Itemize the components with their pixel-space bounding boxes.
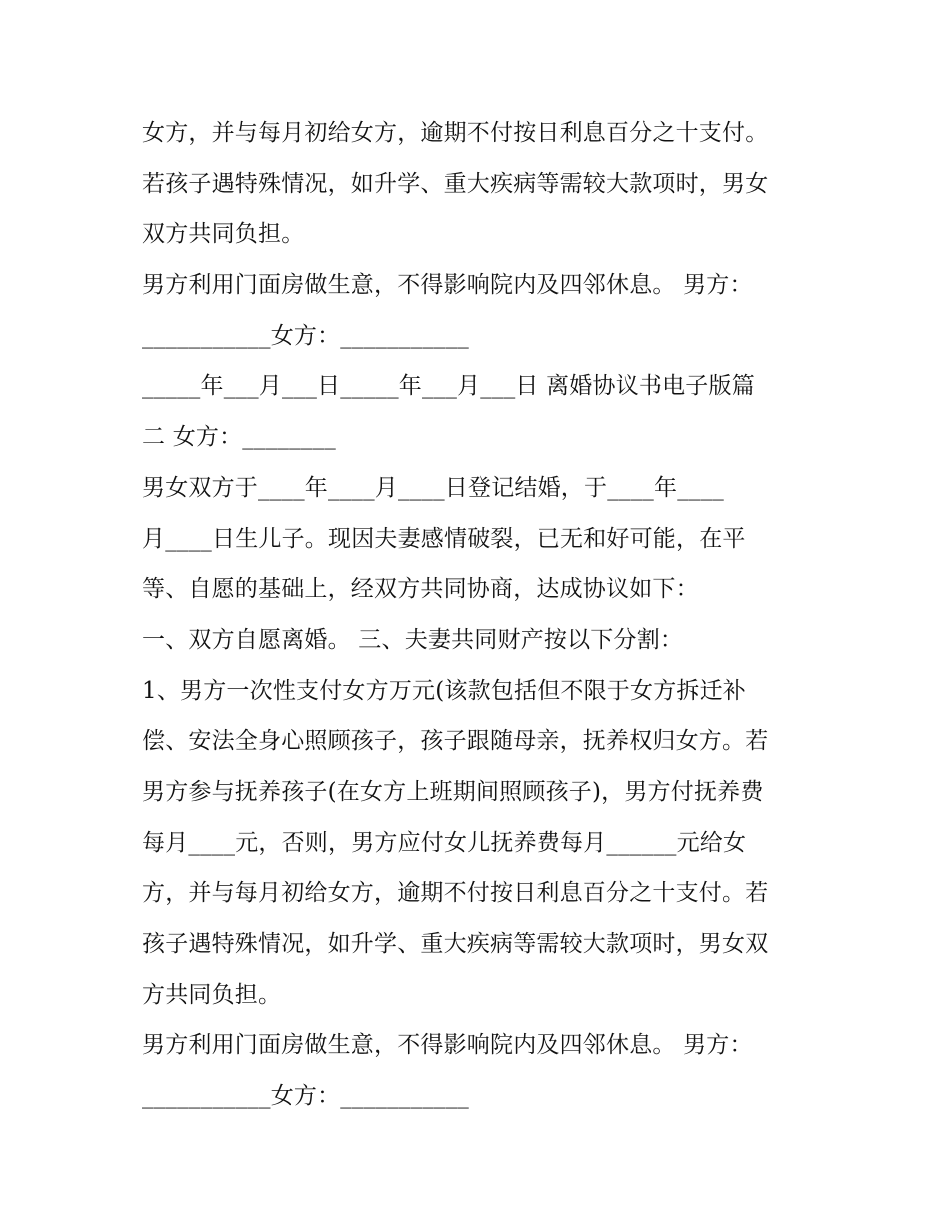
text-line: 偿、安法全身心照顾孩子，孩子跟随母亲，抚养权归女方。若 (142, 728, 769, 755)
text-line: 双方共同负担。 (142, 221, 305, 248)
text-line: 月____日生儿子。现因夫妻感情破裂，已无和好可能，在平 (142, 525, 746, 552)
text-line: 方共同负担。 (142, 981, 282, 1008)
text-line: 二 女方：________ (142, 424, 336, 451)
text-line: 孩子遇特殊情况，如升学、重大疾病等需较大款项时，男女双 (142, 931, 769, 957)
date-line: _____年___月___日_____年___月___日 离婚协议书电子版篇 (142, 373, 755, 400)
text-line: 男方参与抚养孩子(在女方上班期间照顾孩子)，男方付抚养费 (142, 778, 764, 805)
text-line: 女方，并与每月初给女方，逾期不付按日利息百分之十支付。 (142, 120, 769, 146)
text-line: 男女双方于____年____月____日登记结婚，于____年____ (142, 474, 724, 501)
text-line: 1、男方一次性支付女方万元(该款包括但不限于女方拆迁补 (142, 677, 747, 704)
text-line: 一、双方自愿离婚。 三、夫妻共同财产按以下分割： (142, 626, 684, 653)
text-line: 若孩子遇特殊情况，如升学、重大疾病等需较大款项时，男女 (142, 170, 769, 197)
document-body (142, 108, 822, 1122)
signature-line: ___________女方：___________ (142, 322, 469, 349)
signature-line: ___________女方：___________ (142, 1083, 469, 1110)
text-line: 每月____元，否则，男方应付女儿抚养费每月______元给女 (142, 829, 747, 856)
text-line: 男方利用门面房做生意，不得影响院内及四邻休息。 男方： (142, 272, 753, 299)
text-line: 等、自愿的基础上，经双方共同协商，达成协议如下： (142, 576, 699, 603)
text-line: 男方利用门面房做生意，不得影响院内及四邻休息。 男方： (142, 1032, 753, 1059)
text-line: 方，并与每月初给女方，逾期不付按日利息百分之十支付。若 (142, 880, 769, 907)
